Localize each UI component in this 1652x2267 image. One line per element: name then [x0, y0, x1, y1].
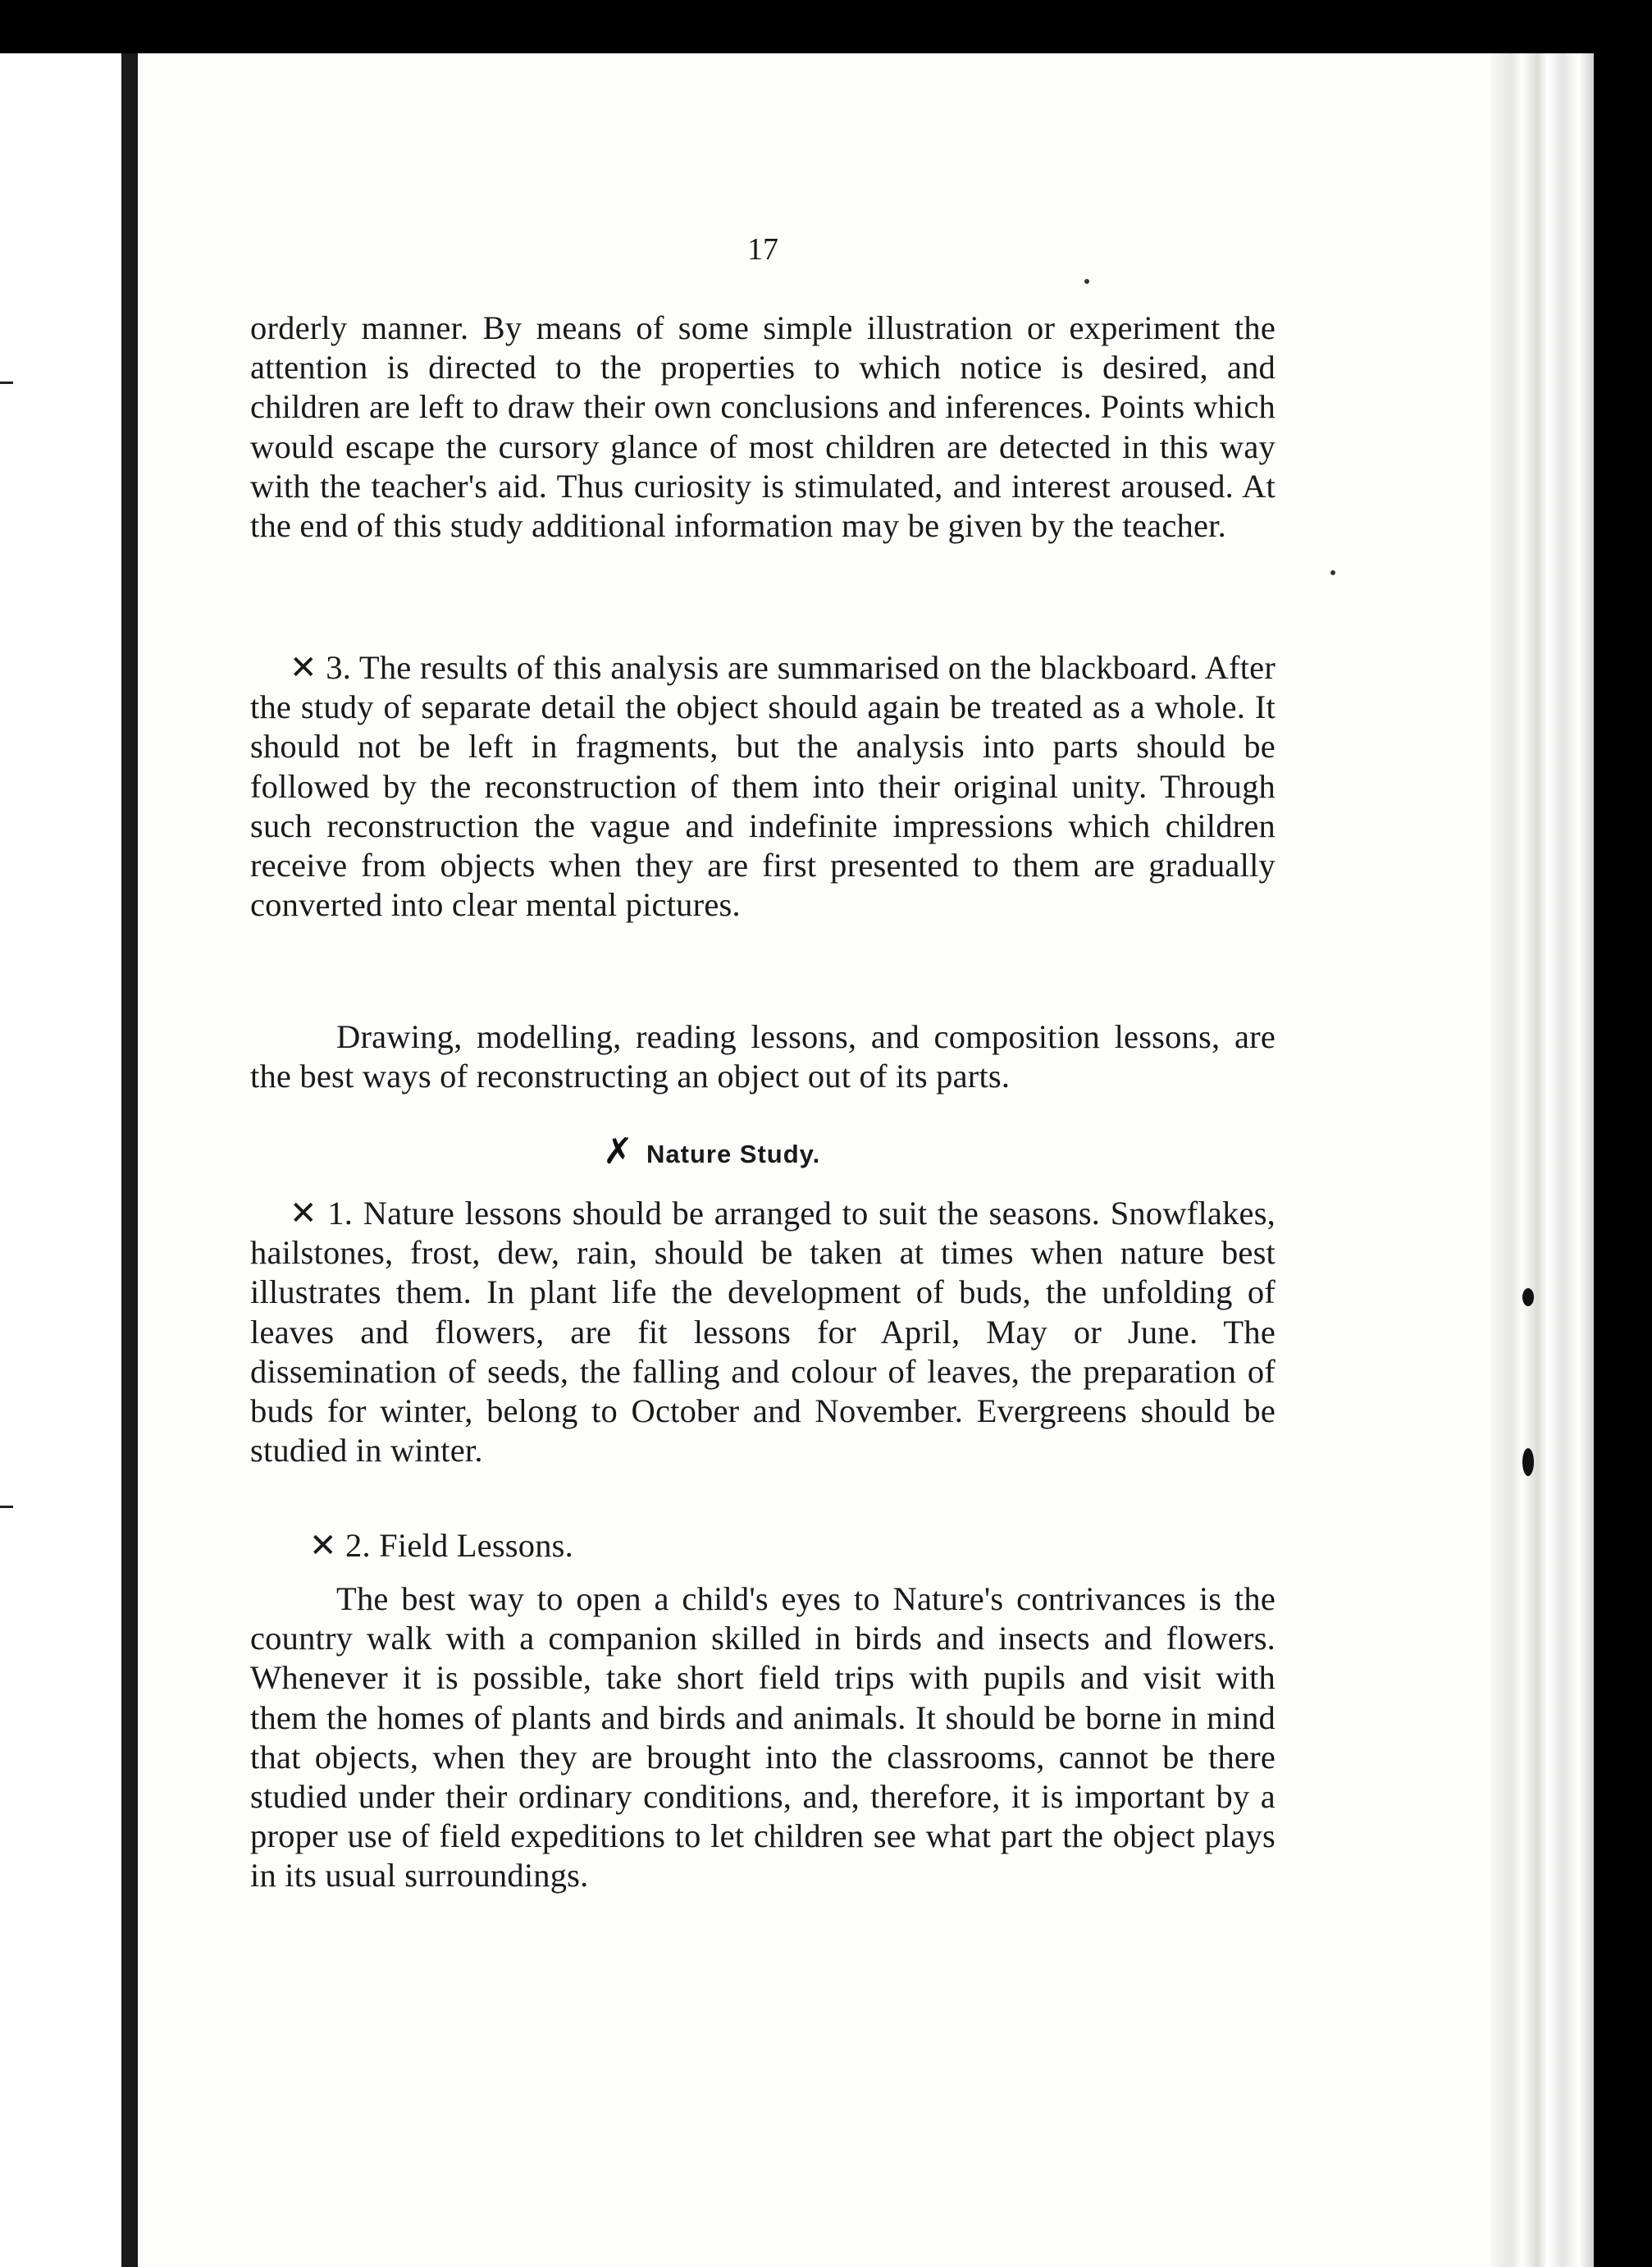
stray-mark [1330, 570, 1335, 575]
check-mark-icon: ✕ [290, 649, 317, 687]
paragraph-point-1 [250, 1194, 1276, 1470]
paragraph-text: orderly manner. By means of some simple illustration or experiment the attention is directed to the properties to which notice is desired, and children are left to draw their own conclusions and inferences. Points which would escape the cursory glance of most children are detected in this way with the teacher's aid. Thus curiosity is stimulated, and interest aroused. At the end of this study additional information may be given by the teacher. [250, 309, 1276, 545]
paragraph-text: 1. Nature lessons should be arranged to suit the seasons. Snowflakes, hailstones, frost, dew, rain, should be taken at times when nature best illustrates them. In plant life the development of buds, the unfolding of leaves and flowers, are fit lessons for April, May or June. The dissemination of seeds, the falling and colour of leaves, the preparation of buds for winter, belong to October and November. Evergreens should be studied in winter. [250, 1195, 1276, 1469]
check-mark-icon: ✕ [309, 1527, 337, 1565]
ink-spot [1522, 1448, 1534, 1476]
paragraph-continued [250, 309, 1276, 546]
tick-mark-icon: ✗ [603, 1131, 633, 1172]
subheading-text: 2. Field Lessons. [345, 1527, 573, 1564]
page-stack-edge [1491, 53, 1594, 2267]
paragraph-text: Drawing, modelling, reading lessons, and composition lessons, are the best ways of reconstructing an object out of its parts. [250, 1018, 1276, 1095]
paragraph-point-3 [250, 648, 1276, 925]
facing-page-edge [0, 53, 135, 2267]
section-heading: Nature Study. [646, 1140, 821, 1168]
ink-spot [1522, 1288, 1534, 1306]
check-mark-icon: ✕ [290, 1195, 317, 1232]
page-number: 17 [747, 232, 778, 267]
paragraph-drawing [250, 1017, 1276, 1096]
paragraph-text: The best way to open a child's eyes to Nature's contrivances is the country walk with a companion skilled in birds and insects and flowers. Whenever it is possible, take short field trips with pupils and visit with them the homes of plants and birds and animals. It should be borne in mind that objects, when they are brought into the classrooms, cannot be there studied under their ordinary conditions, and, therefore, it is important by a proper use of field expeditions to let children see what part the object plays in its usual surroundings. [250, 1580, 1276, 1894]
paragraph-field-lessons [250, 1579, 1276, 1896]
stray-mark [1084, 279, 1089, 284]
book-gutter [121, 53, 138, 2267]
margin-tick [0, 382, 13, 384]
paragraph-text: 3. The results of this analysis are summarised on the blackboard. After the study of separate detail the object should again be treated as a whole. It should not be left in fragments, but the analysis into parts should be followed by the reconstruction of them into their original unity. Through such reconstruction the vague and indefinite impressions which children receive from objects when they are first presented to them are gradually converted into clear mental pictures. [250, 649, 1276, 924]
paragraph-point-2 [250, 1526, 1276, 1565]
margin-tick [0, 1506, 13, 1508]
